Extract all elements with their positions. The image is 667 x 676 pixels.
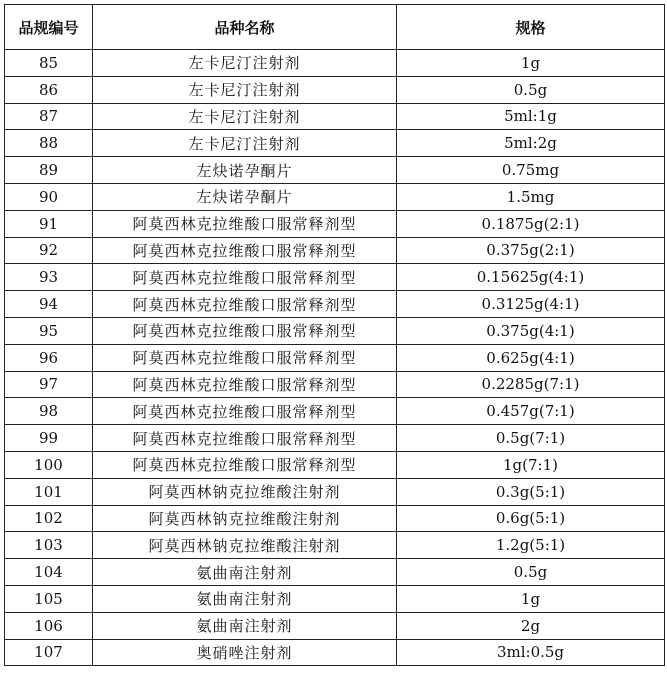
header-spec-number: 品规编号 [5,5,93,50]
cell-spec-number: 102 [5,505,93,532]
cell-drug-name: 左卡尼汀注射剂 [93,50,397,77]
cell-spec-number: 100 [5,451,93,478]
cell-specification: 0.15625g(4:1) [397,264,665,291]
cell-drug-name: 阿莫西林克拉维酸口服常释剂型 [93,425,397,452]
cell-spec-number: 101 [5,478,93,505]
cell-specification: 3ml:0.5g [397,639,665,666]
cell-spec-number: 90 [5,183,93,210]
header-row [5,5,665,50]
cell-spec-number: 85 [5,50,93,77]
header-drug-name: 品种名称 [93,5,397,50]
cell-specification: 0.5g(7:1) [397,425,665,452]
cell-spec-number: 105 [5,585,93,612]
cell-specification: 0.5g [397,76,665,103]
cell-drug-name: 左卡尼汀注射剂 [93,130,397,157]
cell-specification: 2g [397,612,665,639]
cell-specification: 1.2g(5:1) [397,532,665,559]
cell-specification: 5ml:2g [397,130,665,157]
cell-drug-name: 左卡尼汀注射剂 [93,103,397,130]
cell-drug-name: 左炔诺孕酮片 [93,183,397,210]
cell-drug-name: 阿莫西林克拉维酸口服常释剂型 [93,398,397,425]
cell-drug-name: 阿莫西林钠克拉维酸注射剂 [93,532,397,559]
cell-specification: 0.1875g(2:1) [397,210,665,237]
cell-spec-number: 91 [5,210,93,237]
table-header [5,5,665,50]
table-row [5,157,665,184]
table-row [5,264,665,291]
cell-spec-number: 89 [5,157,93,184]
table-body [5,50,665,666]
cell-drug-name: 阿莫西林克拉维酸口服常释剂型 [93,371,397,398]
cell-specification: 1g [397,585,665,612]
cell-specification: 0.3g(5:1) [397,478,665,505]
cell-drug-name: 氨曲南注射剂 [93,585,397,612]
table-row [5,451,665,478]
cell-spec-number: 87 [5,103,93,130]
cell-specification: 0.6g(5:1) [397,505,665,532]
cell-spec-number: 92 [5,237,93,264]
cell-specification: 1g(7:1) [397,451,665,478]
table-row [5,291,665,318]
cell-spec-number: 98 [5,398,93,425]
table-row [5,183,665,210]
cell-spec-number: 106 [5,612,93,639]
table-row [5,612,665,639]
cell-specification: 0.5g [397,559,665,586]
table-row [5,344,665,371]
cell-spec-number: 103 [5,532,93,559]
table-row [5,130,665,157]
cell-spec-number: 99 [5,425,93,452]
cell-spec-number: 97 [5,371,93,398]
cell-drug-name: 氨曲南注射剂 [93,559,397,586]
cell-specification: 0.2285g(7:1) [397,371,665,398]
cell-drug-name: 阿莫西林钠克拉维酸注射剂 [93,505,397,532]
table-row [5,532,665,559]
table-row [5,425,665,452]
cell-specification: 1.5mg [397,183,665,210]
cell-spec-number: 95 [5,317,93,344]
cell-spec-number: 88 [5,130,93,157]
cell-drug-name: 阿莫西林克拉维酸口服常释剂型 [93,210,397,237]
cell-spec-number: 86 [5,76,93,103]
header-specification: 规格 [397,5,665,50]
cell-drug-name: 左卡尼汀注射剂 [93,76,397,103]
cell-drug-name: 奥硝唑注射剂 [93,639,397,666]
cell-specification: 0.375g(4:1) [397,317,665,344]
table-row [5,76,665,103]
drug-spec-table [4,4,665,666]
cell-specification: 0.3125g(4:1) [397,291,665,318]
cell-drug-name: 阿莫西林克拉维酸口服常释剂型 [93,264,397,291]
cell-spec-number: 107 [5,639,93,666]
cell-specification: 0.625g(4:1) [397,344,665,371]
table-row [5,317,665,344]
cell-drug-name: 阿莫西林克拉维酸口服常释剂型 [93,317,397,344]
table-row [5,50,665,77]
cell-spec-number: 96 [5,344,93,371]
table-row [5,559,665,586]
cell-specification: 5ml:1g [397,103,665,130]
table-row [5,210,665,237]
table-row [5,639,665,666]
table-row [5,478,665,505]
cell-spec-number: 94 [5,291,93,318]
table-row [5,398,665,425]
table-row [5,103,665,130]
table-row [5,505,665,532]
cell-drug-name: 阿莫西林钠克拉维酸注射剂 [93,478,397,505]
cell-specification: 1g [397,50,665,77]
cell-spec-number: 104 [5,559,93,586]
cell-specification: 0.375g(2:1) [397,237,665,264]
cell-spec-number: 93 [5,264,93,291]
table-row [5,237,665,264]
table-row [5,371,665,398]
cell-drug-name: 阿莫西林克拉维酸口服常释剂型 [93,237,397,264]
cell-drug-name: 左炔诺孕酮片 [93,157,397,184]
cell-drug-name: 阿莫西林克拉维酸口服常释剂型 [93,344,397,371]
cell-drug-name: 氨曲南注射剂 [93,612,397,639]
cell-drug-name: 阿莫西林克拉维酸口服常释剂型 [93,451,397,478]
table-row [5,585,665,612]
cell-specification: 0.457g(7:1) [397,398,665,425]
cell-specification: 0.75mg [397,157,665,184]
cell-drug-name: 阿莫西林克拉维酸口服常释剂型 [93,291,397,318]
drug-spec-table-container [4,4,664,666]
